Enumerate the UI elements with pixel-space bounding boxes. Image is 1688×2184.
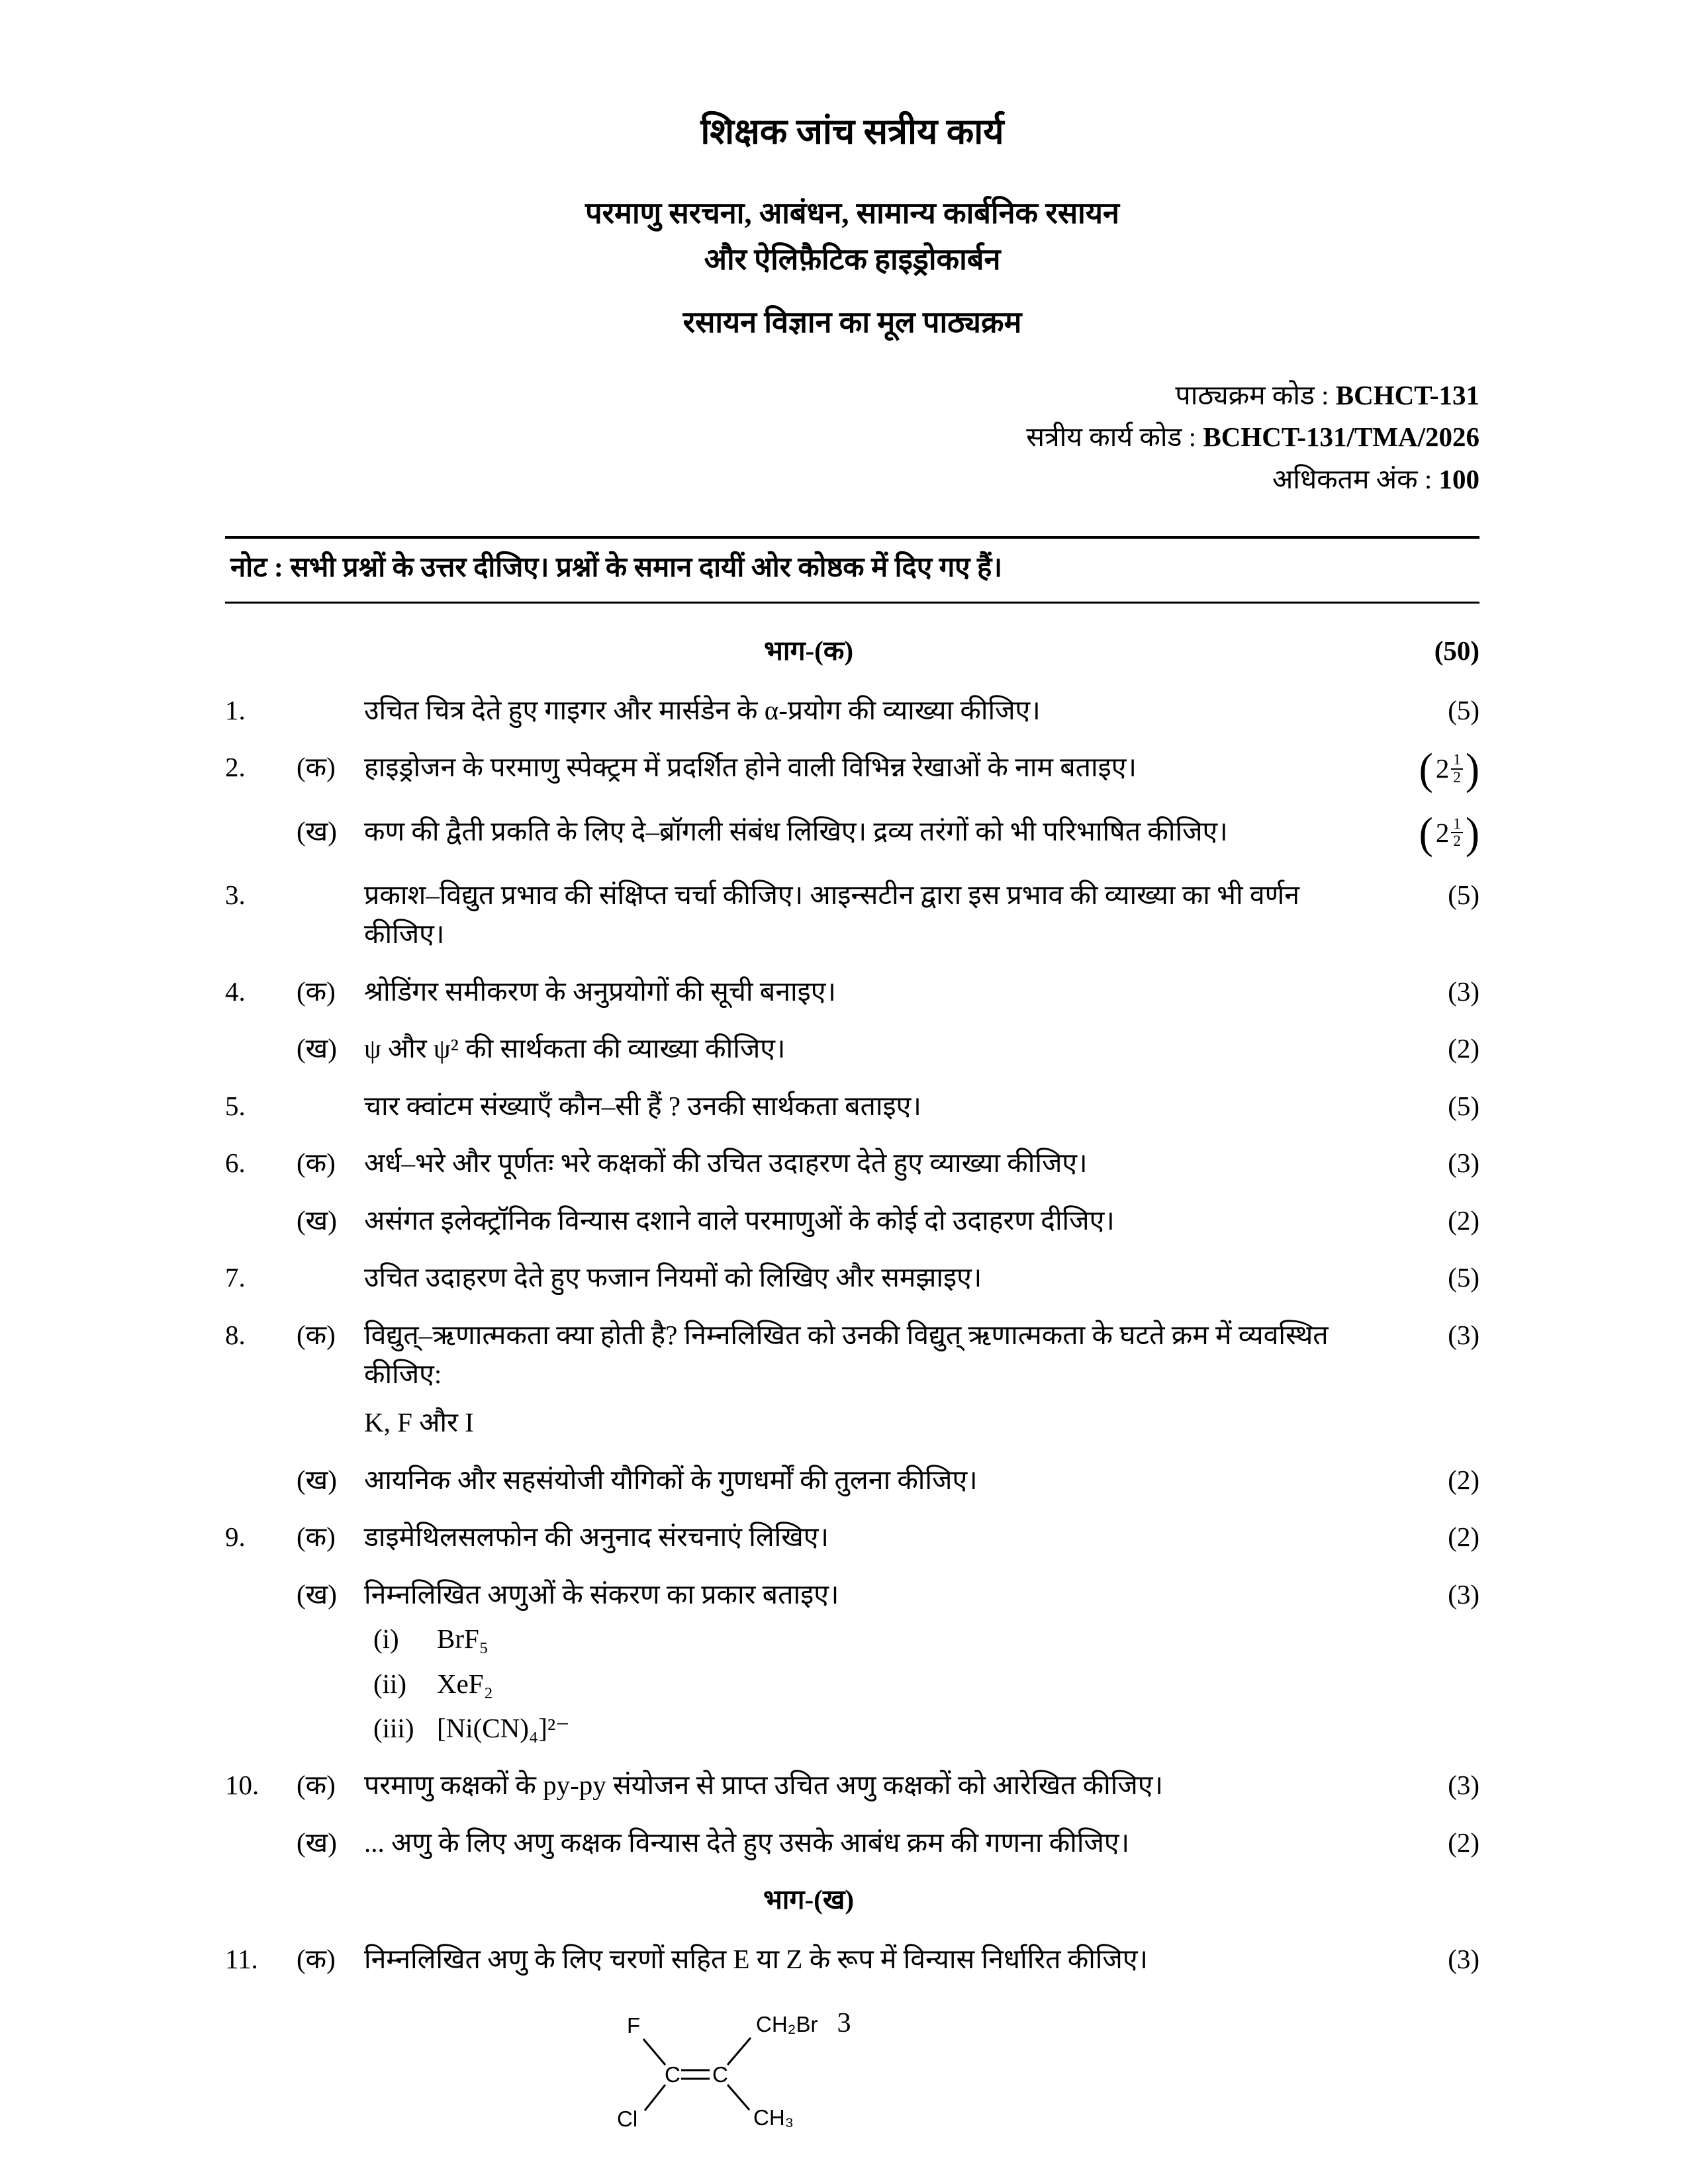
question-row <box>225 1029 1479 1068</box>
question-number: 2. <box>225 752 246 783</box>
question-marks: (2) <box>1448 1827 1479 1858</box>
question-text-line: परमाणु कक्षकों के py-py संयोजन से प्राप्त उचित अणु कक्षकों को आरेखित कीजिए। <box>364 1770 1164 1801</box>
page-title: शिक्षक जांच सत्रीय कार्य <box>700 112 1004 152</box>
max-marks-line <box>225 460 1479 499</box>
question-row <box>225 1823 1479 1862</box>
question-part-label: (क) <box>297 1943 336 1974</box>
question-number: 5. <box>225 1090 246 1121</box>
question-row <box>225 1316 1479 1443</box>
section-header <box>225 631 1479 670</box>
question-marks: (5) <box>1448 694 1479 725</box>
question-part-label: (ख) <box>297 1033 337 1064</box>
question-marks: (3) <box>1448 976 1479 1007</box>
question-text <box>364 1087 1392 1126</box>
question-text-line: चार क्वांटम संख्याएँ कौन–सी हैं ? उनकी सार्थकता बताइए। <box>364 1090 921 1121</box>
fraction-numerator: 1 <box>1451 752 1463 770</box>
sub-item-number: (ii) <box>373 1668 407 1699</box>
course-code-line <box>225 376 1479 415</box>
question-text-line: निम्नलिखित अणुओं के संकरण का प्रकार बताइए। <box>364 1578 839 1610</box>
question-marks: (2) <box>1448 1205 1479 1236</box>
fraction-whole: 2 <box>1435 753 1450 784</box>
sub-item-formula: BrF₅ <box>437 1623 489 1655</box>
question-text <box>364 1201 1392 1240</box>
close-paren: ) <box>1465 744 1479 794</box>
question-part-label: (क) <box>297 1770 336 1801</box>
question-number: 11. <box>225 1943 258 1974</box>
question-row <box>225 1766 1479 1805</box>
question-row <box>225 744 1479 794</box>
question-text-line: उचित उदाहरण देते हुए फजान नियमों को लिखिए और समझाइए। <box>364 1262 982 1293</box>
question-text <box>364 748 1392 787</box>
question-row <box>225 1087 1479 1126</box>
question-text-line: उचित चित्र देते हुए गाइगर और मार्सडेन के α-प्रयोग की व्याख्या कीजिए। <box>364 694 1041 725</box>
question-part-label: (क) <box>297 1319 336 1350</box>
question-part-label: (क) <box>297 752 336 783</box>
question-number: 6. <box>225 1148 246 1179</box>
sub-item-number: (i) <box>373 1623 399 1655</box>
question-text <box>364 972 1392 1011</box>
subtitle-line-1: परमाणु सरचना, आबंधन, सामान्य कार्बनिक रसायन <box>585 197 1119 230</box>
question-number: 10. <box>225 1770 259 1801</box>
open-paren: ( <box>1419 807 1433 858</box>
section-title: भाग-(ख) <box>763 1884 855 1915</box>
question-text <box>364 1575 1392 1749</box>
sub-item <box>364 1619 1362 1659</box>
fraction-whole: 2 <box>1435 817 1450 848</box>
question-marks: (3) <box>1448 1578 1479 1610</box>
question-text-line: असंगत इलेक्ट्रॉनिक विन्यास दशाने वाले परमाणुओं के कोई दो उदाहरण दीजिए। <box>364 1205 1115 1236</box>
question-text <box>364 812 1392 851</box>
assignment-code-value: BCHCT-131/TMA/2026 <box>1203 422 1479 453</box>
fraction-marks <box>1419 807 1479 858</box>
atom-label-f: F <box>627 2013 641 2038</box>
fraction-denominator: 2 <box>1453 833 1461 850</box>
question-text <box>364 1766 1392 1805</box>
question-text <box>364 1258 1392 1297</box>
course-code-label: पाठ्यक्रम कोड : <box>1175 380 1329 411</box>
atom-label-cl: Cl <box>617 2107 638 2132</box>
question-marks: (5) <box>1448 880 1479 910</box>
question-text-line: डाइमेथिलसलफोन की अनुनाद संरचनाएं लिखिए। <box>364 1522 829 1553</box>
question-text <box>364 1518 1392 1557</box>
fraction-stack <box>1451 752 1463 786</box>
sub-item <box>364 1709 1362 1748</box>
section-header <box>225 1880 1479 1919</box>
question-number: 1. <box>225 694 246 725</box>
question-row <box>225 1258 1479 1297</box>
fraction-stack <box>1451 816 1463 850</box>
question-part-label: (ख) <box>297 1578 337 1610</box>
question-part-label: (ख) <box>297 1205 337 1236</box>
question-text <box>364 1316 1392 1443</box>
question-marks: (2) <box>1448 1522 1479 1553</box>
sub-item <box>364 1664 1362 1704</box>
question-number: 4. <box>225 976 246 1007</box>
bond-line <box>727 2085 749 2110</box>
question-part-label: (क) <box>297 976 336 1007</box>
question-row <box>225 972 1479 1011</box>
question-text-line: कण की द्वैती प्रकति के लिए दे–ब्रॉगली संबंध लिखिए। द्रव्य तरंगों को भी परिभाषित कीजिए। <box>364 815 1228 846</box>
question-marks: (2) <box>1448 1464 1479 1495</box>
question-marks: (3) <box>1448 1148 1479 1179</box>
question-marks: (5) <box>1448 1262 1479 1293</box>
course-code-value: BCHCT-131 <box>1335 380 1479 411</box>
question-row <box>225 1518 1479 1557</box>
atom-label-ch3: CH₃ <box>753 2105 794 2130</box>
fraction-marks <box>1419 744 1479 794</box>
question-row <box>225 1144 1479 1183</box>
assignment-code-line <box>225 418 1479 457</box>
question-text-line: ψ और ψ² की सार्थकता की व्याख्या कीजिए। <box>364 1033 786 1064</box>
question-part-label: (ख) <box>297 815 337 846</box>
question-text-line: प्रकाश–विद्युत प्रभाव की संक्षिप्त चर्चा कीजिए। आइन्सटीन द्वारा इस प्रभाव की व्याख्या का भी वर्णन कीजिए। <box>364 880 1300 950</box>
subtitle-line-3: रसायन विज्ञान का मूल पाठ्यक्रम <box>682 305 1022 339</box>
question-text-line: निम्नलिखित अणु के लिए चरणों सहित E या Z के रूप में विन्यास निर्धारित कीजिए। <box>364 1943 1149 1974</box>
meta-block <box>225 376 1479 499</box>
question-text <box>364 1029 1392 1068</box>
question-row <box>225 1201 1479 1240</box>
question-text-line: ... अणु के लिए अणु कक्षक विन्यास देते हुए उसके आबंध क्रम की गणना कीजिए। <box>364 1827 1130 1858</box>
section-marks <box>1392 1880 1479 1919</box>
question-part-label: (क) <box>297 1148 336 1179</box>
sub-item-number: (iii) <box>373 1713 414 1743</box>
question-marks: (2) <box>1448 1033 1479 1064</box>
question-part-label: (क) <box>297 1522 336 1553</box>
question-text-line: हाइड्रोजन के परमाणु स्पेक्ट्रम में प्रदर्शित होने वाली विभिन्न रेखाओं के नाम बताइए। <box>364 752 1137 783</box>
sub-item-formula: [Ni(CN)₄]²⁻ <box>437 1713 570 1743</box>
question-number: 7. <box>225 1262 246 1293</box>
max-marks-label: अधिकतम अंक : <box>1272 463 1432 494</box>
section-title: भाग-(क) <box>764 635 853 666</box>
question-marks: (3) <box>1448 1319 1479 1350</box>
question-marks: (5) <box>1448 1090 1479 1121</box>
question-text-line: श्रोडिंगर समीकरण के अनुप्रयोगों की सूची बनाइए। <box>364 976 836 1007</box>
question-row <box>225 691 1479 730</box>
question-number: 9. <box>225 1522 246 1553</box>
question-text <box>364 1144 1392 1183</box>
question-text <box>364 1823 1392 1862</box>
open-paren: ( <box>1419 744 1433 794</box>
question-number: 3. <box>225 880 246 910</box>
question-number: 8. <box>225 1319 246 1350</box>
assignment-code-label: सत्रीय कार्य कोड : <box>1026 422 1197 453</box>
fraction-denominator: 2 <box>1453 768 1461 786</box>
question-row <box>225 876 1479 954</box>
question-text <box>364 876 1392 954</box>
fraction-numerator: 1 <box>1451 816 1463 834</box>
question-text-line: K, F और I <box>364 1407 474 1438</box>
question-text <box>364 691 1392 730</box>
atom-label-c2: C <box>712 2062 728 2087</box>
question-part-label: (ख) <box>297 1827 337 1858</box>
page-number: 3 <box>837 2008 851 2039</box>
atom-label-c1: C <box>665 2062 680 2087</box>
subtitle-line-2: और ऐलिफ़ैटिक हाइड्रोकार्बन <box>704 242 1001 276</box>
question-row <box>225 1575 1479 1749</box>
question-row <box>225 1461 1479 1500</box>
question-text-line: आयनिक और सहसंयोजी यौगिकों के गुणधर्मों की तुलना कीजिए। <box>364 1464 978 1495</box>
max-marks-value: 100 <box>1438 463 1479 494</box>
sub-item-formula: XeF₂ <box>437 1668 493 1699</box>
atom-label-ch2br: CH₂Br <box>756 2012 818 2037</box>
question-text-line: विद्युत्–ऋणात्मकता क्या होती है? निम्नलिखित को उनकी विद्युत् ऋणात्मकता के घटते क्रम में व्यवस्थित कीजिए: <box>364 1319 1329 1389</box>
question-text <box>364 1461 1392 1500</box>
question-marks <box>1392 807 1479 858</box>
note-box: नोट : सभी प्रश्नों के उत्तर दीजिए। प्रश्नों के समान दायीं ओर कोष्ठक में दिए गए हैं। <box>225 536 1479 604</box>
section-marks: (50) <box>1434 635 1479 666</box>
question-marks <box>1392 744 1479 794</box>
question-text <box>364 1940 1392 1979</box>
close-paren: ) <box>1465 807 1479 858</box>
question-part-label: (ख) <box>297 1464 337 1495</box>
question-row <box>225 1940 1479 1979</box>
question-text-line: अर्ध–भरे और पूर्णतः भरे कक्षकों की उचित उदाहरण देते हुए व्याख्या कीजिए। <box>364 1148 1088 1179</box>
question-marks: (3) <box>1448 1943 1479 1974</box>
question-row <box>225 807 1479 858</box>
question-marks: (3) <box>1448 1770 1479 1801</box>
questions-list <box>225 631 1479 1979</box>
bond-line <box>645 2085 665 2111</box>
